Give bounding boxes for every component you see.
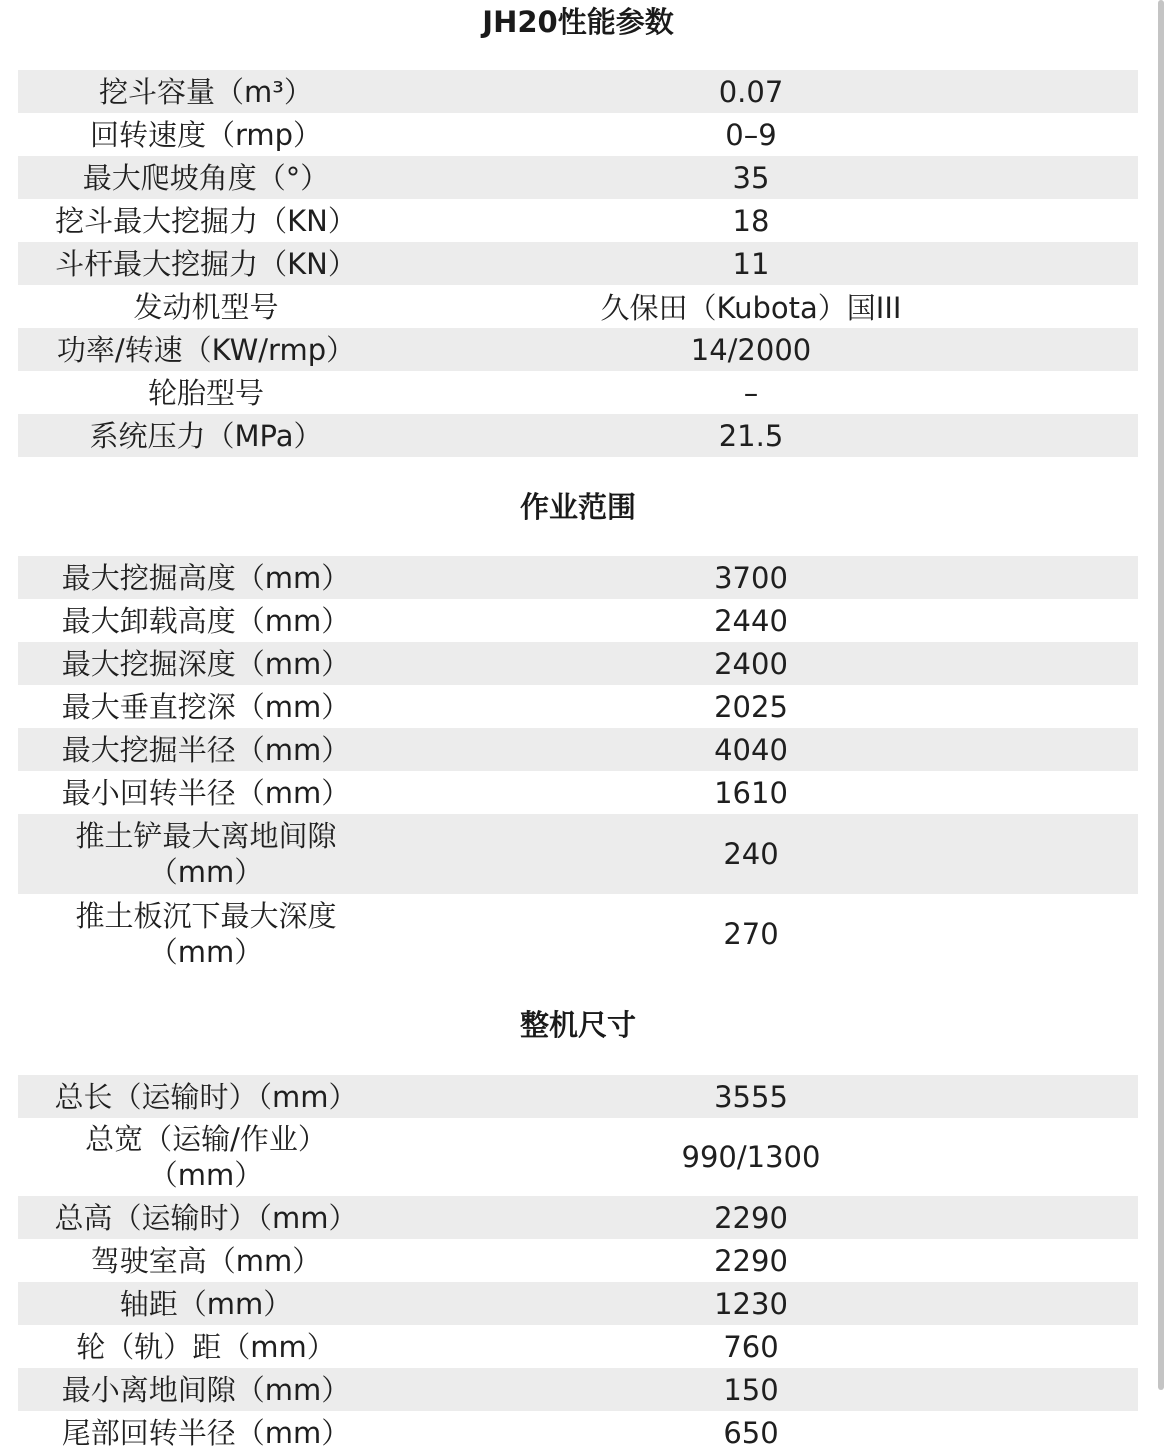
row-label: 轮（轨）距（mm） <box>76 1329 336 1364</box>
row-label: 最大卸载高度（mm） <box>61 603 351 638</box>
row-value: 18 <box>732 203 770 238</box>
table-row <box>18 728 1138 771</box>
row-label: 功率/转速（KW/rmp） <box>56 332 356 367</box>
table-row <box>18 328 1138 371</box>
row-value: 2290 <box>714 1243 788 1278</box>
scrollbar-thumb[interactable] <box>1158 0 1164 1390</box>
row-value: 270 <box>723 917 779 951</box>
row-label: 发动机型号 <box>133 289 279 324</box>
table-row <box>18 113 1138 156</box>
table-row <box>18 1325 1138 1368</box>
row-value: 0.07 <box>718 74 784 109</box>
table-row <box>18 814 1138 894</box>
section-title-working-range: 作业范围 <box>519 490 636 524</box>
table-row <box>18 642 1138 685</box>
row-label: 回转速度（rmp） <box>89 117 323 152</box>
working-range-table <box>18 556 1138 974</box>
row-label: 斗杆最大挖掘力（KN） <box>55 246 357 281</box>
table-row <box>18 685 1138 728</box>
row-label: 挖斗容量（m³） <box>99 74 313 109</box>
row-value: 35 <box>732 160 770 195</box>
row-value: 2025 <box>714 689 788 724</box>
row-value: 650 <box>723 1415 779 1450</box>
table-row <box>18 1368 1138 1411</box>
row-value: 2290 <box>714 1200 788 1235</box>
row-label: 最大挖掘高度（mm） <box>61 560 351 595</box>
row-value: 0–9 <box>725 117 777 152</box>
row-label: 驾驶室高（mm） <box>90 1243 322 1278</box>
row-value: 760 <box>723 1329 779 1364</box>
table-row <box>18 1075 1138 1118</box>
row-label: 轴距（mm） <box>119 1286 293 1321</box>
dimensions-section <box>0 1003 1170 1047</box>
working-range-section <box>0 485 1170 529</box>
row-label: 总高（运输时）（mm） <box>54 1200 358 1235</box>
performance-table <box>18 70 1138 457</box>
row-label: 轮胎型号 <box>147 375 264 410</box>
row-value: 3700 <box>714 560 788 595</box>
row-label: 推土板沉下最大深度 （mm） <box>75 899 337 969</box>
row-label: 最大挖掘半径（mm） <box>61 732 351 767</box>
row-value: 2400 <box>714 646 788 681</box>
performance-section <box>0 0 1170 44</box>
row-label: 最大挖掘深度（mm） <box>61 646 351 681</box>
row-value: 150 <box>723 1372 779 1407</box>
row-value: 久保田（Kubota）国III <box>600 291 902 325</box>
row-value: 11 <box>732 246 770 281</box>
table-row <box>18 371 1138 414</box>
row-value: 21.5 <box>718 418 784 453</box>
row-value: 2440 <box>714 603 788 638</box>
table-row <box>18 70 1138 113</box>
table-row <box>18 1411 1138 1454</box>
row-value: 1610 <box>714 775 788 810</box>
table-row <box>18 1118 1138 1196</box>
row-label: 尾部回转半径（mm） <box>61 1415 351 1450</box>
table-row <box>18 414 1138 457</box>
row-value: 990/1300 <box>681 1140 821 1174</box>
section-title-performance: JH20性能参数 <box>482 5 674 39</box>
row-label: 系统压力（MPa） <box>89 418 323 453</box>
table-row <box>18 599 1138 642</box>
row-value: 4040 <box>714 732 788 767</box>
section-title-dimensions: 整机尺寸 <box>519 1008 636 1042</box>
row-label: 总宽（运输/作业） （mm） <box>85 1122 327 1192</box>
table-row <box>18 771 1138 814</box>
table-row <box>18 156 1138 199</box>
table-row <box>18 1239 1138 1282</box>
row-value: 1230 <box>714 1286 788 1321</box>
row-value: – <box>743 375 759 410</box>
table-row <box>18 285 1138 328</box>
table-row <box>18 199 1138 242</box>
row-value: 14/2000 <box>690 332 812 367</box>
row-value: 3555 <box>714 1079 788 1114</box>
table-row <box>18 1196 1138 1239</box>
row-label: 挖斗最大挖掘力（KN） <box>55 203 357 238</box>
row-label: 最大爬坡角度（°） <box>82 160 330 195</box>
row-label: 最大垂直挖深（mm） <box>61 689 351 724</box>
table-row <box>18 242 1138 285</box>
row-label: 推土铲最大离地间隙 （mm） <box>75 819 337 889</box>
row-label: 最小回转半径（mm） <box>61 775 351 810</box>
row-value: 240 <box>723 837 779 871</box>
dimensions-table <box>18 1075 1138 1454</box>
table-row <box>18 894 1138 974</box>
row-label: 总长（运输时）（mm） <box>54 1079 358 1114</box>
table-row <box>18 556 1138 599</box>
row-label: 最小离地间隙（mm） <box>61 1372 351 1407</box>
table-row <box>18 1282 1138 1325</box>
